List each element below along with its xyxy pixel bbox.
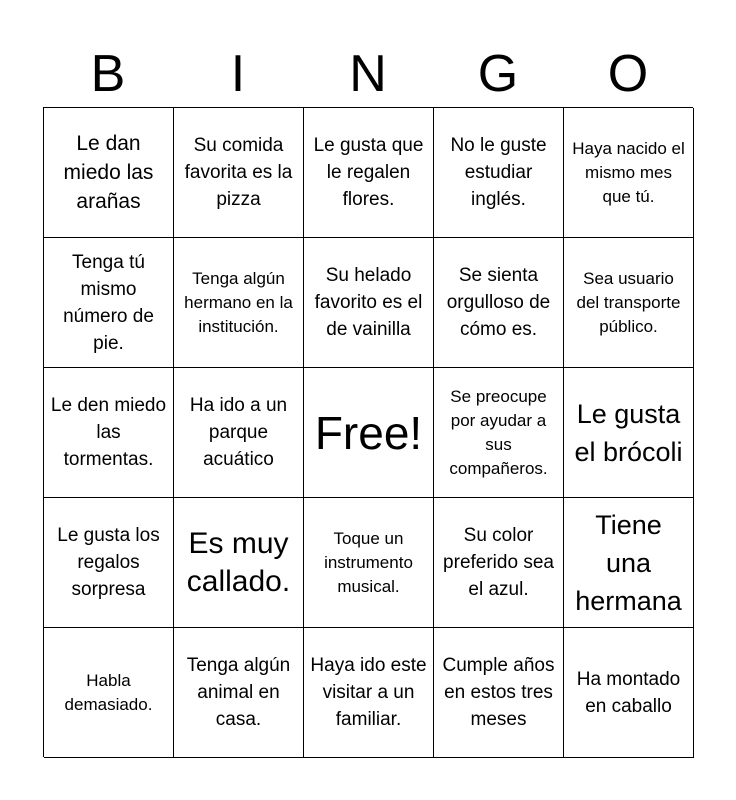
cell-text: Es muy callado.: [186, 526, 291, 598]
header-letter-o: O: [607, 45, 649, 103]
bingo-cell[interactable]: [564, 628, 694, 758]
cell-text: Toque un instrumento musical.: [324, 528, 413, 596]
bingo-cell[interactable]: [44, 628, 174, 758]
cell-text: Se preocupe por ayudar a sus compañeros.: [449, 386, 548, 478]
bingo-cell[interactable]: [564, 108, 694, 238]
bingo-cell[interactable]: [174, 628, 304, 758]
bingo-cell[interactable]: [44, 238, 174, 368]
header-letter-n: N: [349, 45, 387, 103]
cell-text: Cumple años en estos tres meses: [442, 655, 555, 730]
cell-text: Su helado favorito es el de vainilla: [314, 265, 423, 340]
cell-text: Se sienta orgulloso de cómo es.: [446, 265, 551, 340]
header-letter-b: B: [90, 45, 126, 103]
bingo-cell[interactable]: [434, 368, 564, 498]
bingo-cell[interactable]: [434, 498, 564, 628]
cell-text: Su color preferido sea el azul.: [443, 525, 554, 600]
cell-text: Haya ido este visitar a un familiar.: [310, 655, 427, 730]
cell-text: Su comida favorita es la pizza: [184, 135, 293, 210]
header-letter-i: I: [230, 45, 246, 103]
cell-text: Habla demasiado.: [64, 670, 153, 714]
cell-text: Tenga algún animal en casa.: [186, 655, 291, 730]
bingo-cell[interactable]: [304, 498, 434, 628]
header-letter-g: G: [477, 45, 519, 103]
bingo-board: [43, 107, 693, 757]
bingo-cell[interactable]: [44, 368, 174, 498]
cell-text: Haya nacido el mismo mes que tú.: [572, 138, 685, 206]
bingo-cell[interactable]: [434, 108, 564, 238]
bingo-cell[interactable]: [44, 108, 174, 238]
bingo-cell[interactable]: [174, 238, 304, 368]
cell-text: Le gusta el brócoli: [574, 398, 683, 467]
bingo-cell[interactable]: [564, 368, 694, 498]
free-space-text: Free!: [314, 406, 423, 459]
bingo-cell[interactable]: [304, 108, 434, 238]
bingo-cell[interactable]: [44, 498, 174, 628]
bingo-cell[interactable]: [564, 498, 694, 628]
bingo-cell[interactable]: [434, 238, 564, 368]
bingo-cell[interactable]: [434, 628, 564, 758]
bingo-cell[interactable]: [564, 238, 694, 368]
bingo-cell[interactable]: [174, 108, 304, 238]
bingo-header: [43, 40, 693, 108]
cell-text: Tenga tú mismo número de pie.: [63, 251, 154, 354]
cell-text: Le gusta los regalos sorpresa: [57, 525, 160, 600]
cell-text: Le den miedo las tormentas.: [50, 395, 167, 470]
cell-text: Le gusta que le regalen flores.: [313, 135, 424, 210]
cell-text: No le guste estudiar inglés.: [450, 135, 547, 210]
cell-text: Sea usuario del transporte público.: [576, 268, 681, 336]
bingo-free-space[interactable]: [304, 368, 434, 498]
bingo-cell[interactable]: [304, 238, 434, 368]
bingo-cell[interactable]: [304, 628, 434, 758]
bingo-cell[interactable]: [174, 368, 304, 498]
bingo-cell[interactable]: [174, 498, 304, 628]
cell-text: Tiene una hermana: [575, 509, 682, 616]
cell-text: Ha ido a un parque acuático: [189, 395, 288, 470]
cell-text: Tenga algún hermano en la institución.: [184, 268, 293, 336]
cell-text: Le dan miedo las arañas: [63, 132, 154, 213]
cell-text: Ha montado en caballo: [576, 668, 681, 717]
